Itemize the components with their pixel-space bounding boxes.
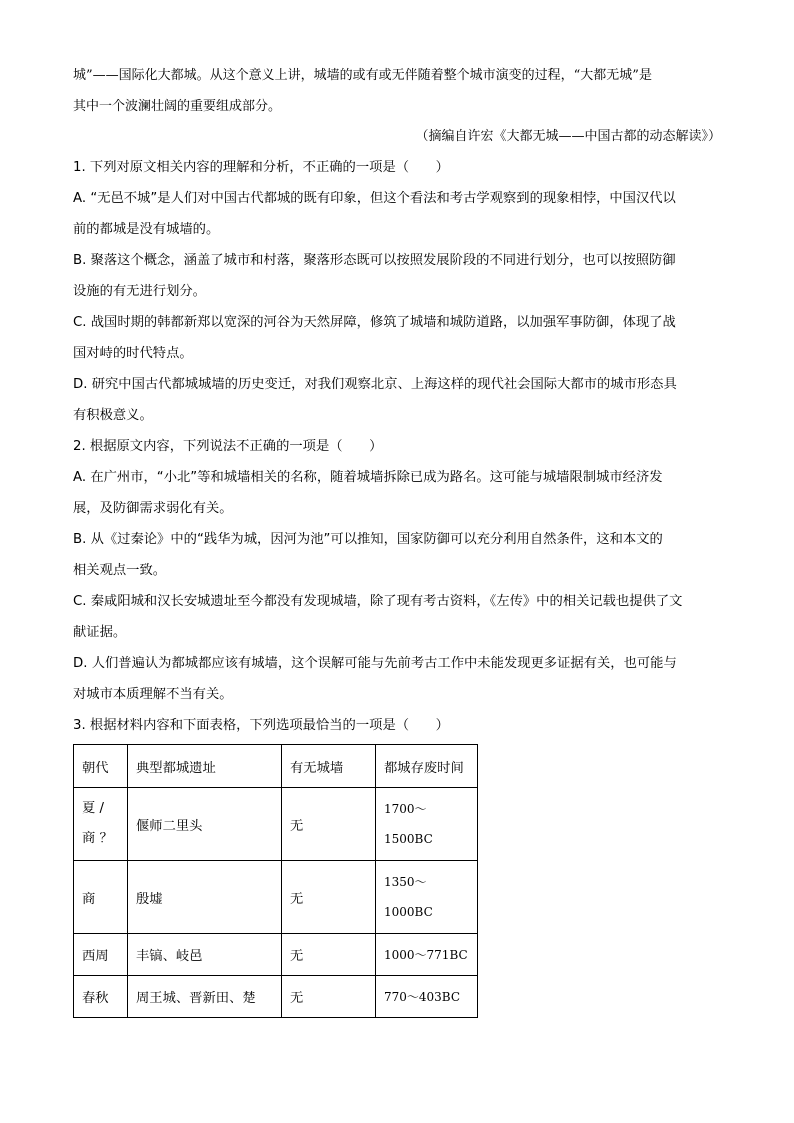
table-row <box>74 788 478 861</box>
period-line: 1700～ <box>384 802 427 816</box>
dynasty-cell: 商 <box>74 861 128 934</box>
period-line: 1500BC <box>384 832 433 846</box>
option-b: B. 聚落这个概念，涵盖了城市和村落，聚落形态既可以按照发展阶段的不同进行划分，也可以按照防御 <box>73 253 676 268</box>
option-b: B. 从《过秦论》中的“践华为城，因河为池”可以推知，国家防御可以充分利用自然条件，这和本文的 <box>73 532 663 547</box>
passage-source: （摘编自许宏《大都无城——中国古都的动态解读》） <box>415 129 721 144</box>
dynasty-cell: 春秋 <box>74 976 128 1018</box>
option-a: A. 在广州市，“小北”等和城墙相关的名称，随着城墙拆除已成为路名。这可能与城墙限制城市经济发 <box>73 470 663 485</box>
option-a: A. “无邑不城”是人们对中国古代都城的既有印象，但这个看法和考古学观察到的现象相悖，中国汉代以 <box>73 191 676 206</box>
option-b-cont: 设施的有无进行划分。 <box>73 284 206 299</box>
option-d: D. 研究中国古代都城城墙的历史变迁，对我们观察北京、上海这样的现代社会国际大都市的城市形态具 <box>73 377 677 392</box>
option-c: C. 战国时期的韩都新郑以宽深的河谷为天然屏障，修筑了城墙和城防道路，以加强军事防御，体现了战 <box>73 315 676 330</box>
question-3 <box>73 710 721 741</box>
question-2 <box>73 431 721 710</box>
period-cell <box>376 861 478 934</box>
option-d-cont: 有积极意义。 <box>73 408 153 423</box>
dynasty-table <box>73 744 478 1018</box>
table-row <box>74 861 478 934</box>
header-cell: 有无城墙 <box>282 745 376 788</box>
option-d: D. 人们普遍认为都城都应该有城墙，这个误解可能与先前考古工作中未能发现更多证据有关，也可能与 <box>73 656 677 671</box>
site-cell: 偃师二里头 <box>128 788 282 861</box>
dynasty-cell: 西周 <box>74 934 128 976</box>
wall-cell: 无 <box>282 788 376 861</box>
wall-cell: 无 <box>282 976 376 1018</box>
option-b-cont: 相关观点一致。 <box>73 563 167 578</box>
header-cell: 都城存废时间 <box>376 745 478 788</box>
table-header-row <box>74 745 478 788</box>
period-cell <box>376 788 478 861</box>
wall-cell: 无 <box>282 934 376 976</box>
option-c-cont: 献证据。 <box>73 625 127 640</box>
period-cell: 1000～771BC <box>376 934 478 976</box>
period-cell: 770～403BC <box>376 976 478 1018</box>
wall-cell: 无 <box>282 861 376 934</box>
dynasty-cell <box>74 788 128 861</box>
passage-line: 城”——国际化大都城。从这个意义上讲，城墙的或有或无伴随着整个城市演变的过程，“大都无城”是 <box>73 68 652 83</box>
question-1 <box>73 152 721 431</box>
period-line: 1000BC <box>384 905 433 919</box>
table-row <box>74 976 478 1018</box>
dynasty-line: 商 ？ <box>82 831 113 846</box>
passage-line: 其中一个波澜壮阔的重要组成部分。 <box>73 99 282 114</box>
header-cell: 朝代 <box>74 745 128 788</box>
option-a-cont: 前的都城是没有城墙的。 <box>73 222 220 237</box>
site-cell: 丰镐、岐邑 <box>128 934 282 976</box>
question-stem: 1. 下列对原文相关内容的理解和分析，不正确的一项是（ ） <box>73 160 449 175</box>
period-line: 1350～ <box>384 875 427 889</box>
option-c-cont: 国对峙的时代特点。 <box>73 346 193 361</box>
passage-excerpt <box>73 60 721 122</box>
site-cell: 周王城、晋新田、楚 <box>128 976 282 1018</box>
question-stem: 3. 根据材料内容和下面表格，下列选项最恰当的一项是（ ） <box>73 718 449 733</box>
site-cell: 殷墟 <box>128 861 282 934</box>
option-c: C. 秦咸阳城和汉长安城遗址至今都没有发现城墙，除了现有考古资料，《左传》中的相关记载也提供了文 <box>73 594 683 609</box>
table-row <box>74 934 478 976</box>
document-page <box>73 60 721 1018</box>
option-a-cont: 展，及防御需求弱化有关。 <box>73 501 233 516</box>
header-cell: 典型都城遗址 <box>128 745 282 788</box>
question-stem: 2. 根据原文内容，下列说法不正确的一项是（ ） <box>73 439 383 454</box>
dynasty-line: 夏 / <box>82 801 105 816</box>
option-d-cont: 对城市本质理解不当有关。 <box>73 687 233 702</box>
